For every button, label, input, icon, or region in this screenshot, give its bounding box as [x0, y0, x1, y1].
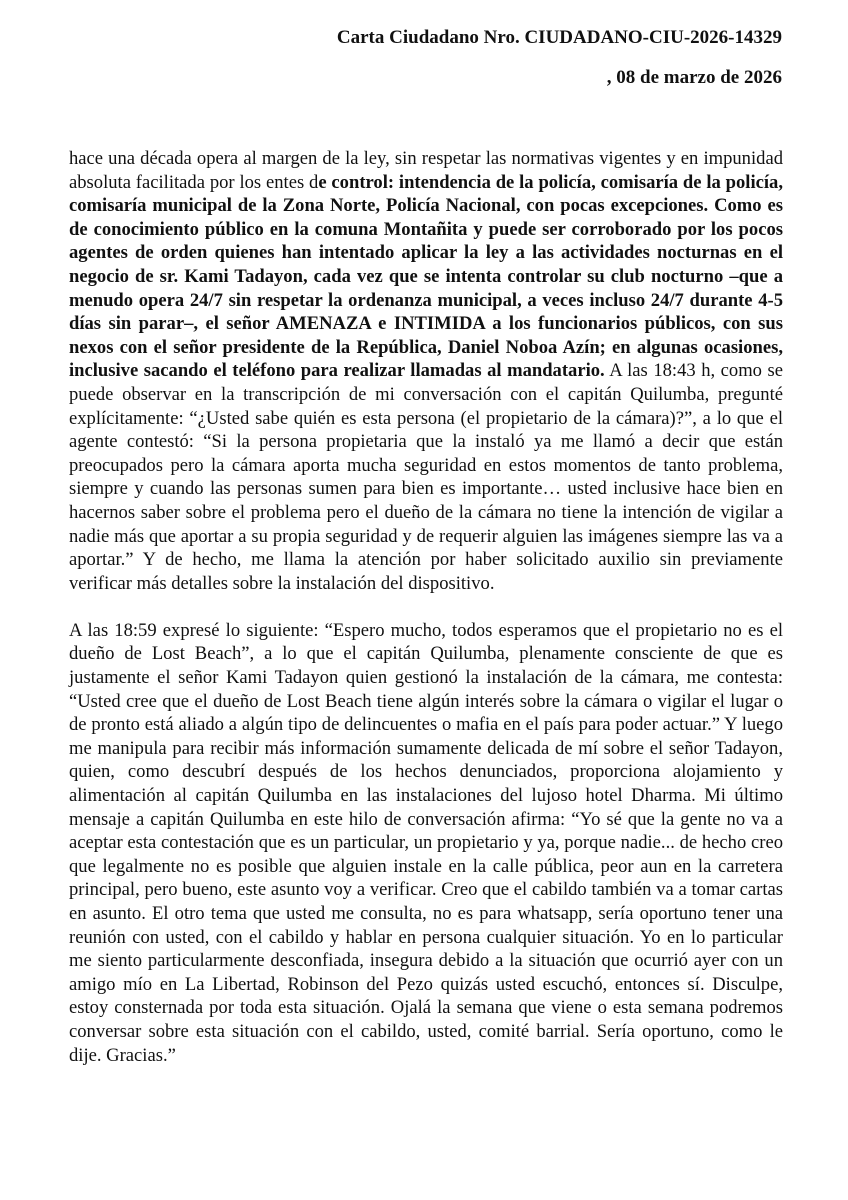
letter-body — [69, 147, 783, 1067]
paragraph-1-text-transcript: A las 18:43 h, como se puede observar en la transcripción de mi conversación con el capitán Quilumba, pregunté explícitamente: “¿Usted sabe quién es esta persona (el propietario de la cámara)?”, a lo que el agente contestó: “Si la persona propietaria que la instaló ya me llamó a decir que están preocupados pero la cámara aporta mucha seguridad en estos momentos de tanto problema, siempre y cuando las personas sumen para bien es importante… usted inclusive hace bien en hacernos saber sobre el problema pero el dueño de la cámara no tiene la intención de vigilar a nadie más que aportar a su propia seguridad y de requerir alguien las imágenes siempre las va a aportar.” Y de hecho, me llama la atención por haber solicitado auxilio sin previamente verificar más detalles sobre la instalación del dispositivo. — [69, 360, 783, 594]
paragraph-1-text-intro: hace una década opera al margen de la ley, sin respetar las normativas vigentes y en impunidad absoluta facilitada por los entes d — [69, 148, 783, 193]
letter-date: , 08 de marzo de 2026 — [606, 67, 782, 88]
letter-number-heading: Carta Ciudadano Nro. CIUDADANO-CIU-2026-14329 — [336, 27, 782, 48]
paragraph-1-bold-passage: e control: intendencia de la policía, comisaría de la policía, comisaría municipal de la Zona Norte, Policía Nacional, con pocas excepciones. Como es de conocimiento público en la comuna Montañita y puede ser corroborado por los pocos agentes de orden quienes han intentado aplicar la ley a las actividades nocturnas en el negocio de sr. Kami Tadayon, cada vez que se intenta controlar su club nocturno –que a menudo opera 24/7 sin respetar la ordenanza municipal, a veces incluso 24/7 durante 4-5 días sin parar–, el señor AMENAZA e INTIMIDA a los funcionarios públicos, con sus nexos con el señor presidente de la República, Daniel Noboa Azín; en algunas ocasiones, inclusive sacando el teléfono para realizar llamadas al mandatario. — [69, 171, 783, 382]
body-paragraph-1 — [69, 147, 783, 595]
body-paragraph-2: A las 18:59 expresé lo siguiente: “Espero mucho, todos esperamos que el propietario no es el dueño de Lost Beach”, a lo que el capitán Quilumba, plenamente consciente de que es justamente el señor Kami Tadayon quien gestionó la instalación de la cámara, me contesta: “Usted cree que el dueño de Lost Beach tiene algún interés sobre la cámara o vigilar el lugar o de pronto está aliado a algún tipo de delincuentes o mafia en el país para poder actuar.” Y luego me manipula para recibir más información sumamente delicada de mí sobre el señor Tadayon, quien, como descubrí después de los hechos denunciados, proporciona alojamiento y alimentación al capitán Quilumba en las instalaciones del lujoso hotel Dharma. Mi último mensaje a capitán Quilumba en este hilo de conversación afirma: “Yo sé que la gente no va a aceptar esta contestación que es un particular, un propietario y ya, porque nadie... de hecho creo que legalmente no es posible que alguien instale en la calle pública, peor aun en la carretera principal, pero bueno, este asunto voy a verificar. Creo que el cabildo también va a tomar cartas en asunto. El otro tema que usted me consulta, no es para whatsapp, sería oportuno tener una reunión con usted, con el cabildo y hablar en persona cualquier situación. Yo en lo particular me siento particularmente desconfiada, insegura debido a la situación que ocurrió ayer con un amigo mío en La Libertad, Robinson del Pezo quizás usted escuchó, entonces sí. Disculpe, estoy consternada por toda esta situación. Ojalá la semana que viene o esta semana podremos conversar sobre esta situación con el cabildo, usted, comité barrial. Sería oportuno, como le dije. Gracias.” — [69, 619, 783, 1066]
